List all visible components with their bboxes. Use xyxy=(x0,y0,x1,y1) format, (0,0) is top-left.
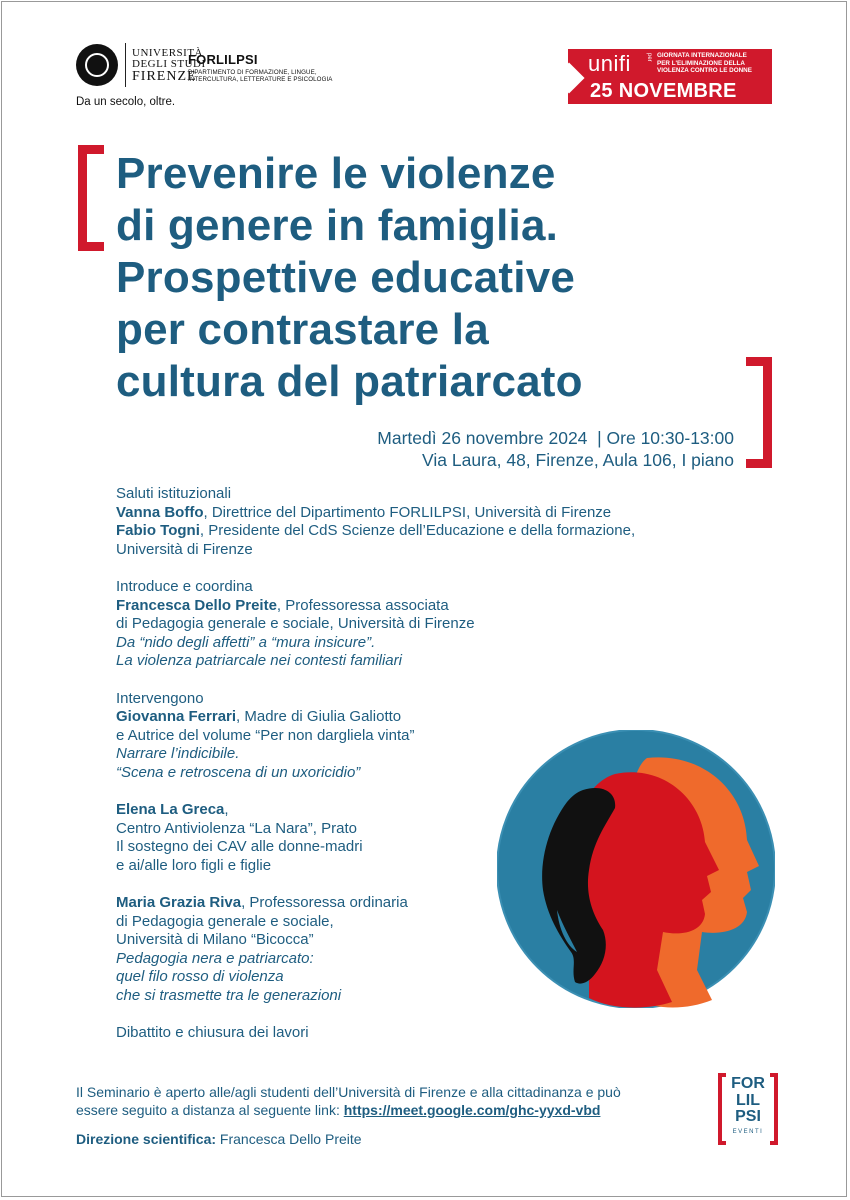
speaker-role: Centro Antiviolenza “La Nara”, Prato xyxy=(116,819,357,837)
talk-title: e ai/alle loro figli e figlie xyxy=(116,856,272,874)
program-introduce xyxy=(116,578,716,671)
unifi-25-novembre-badge xyxy=(568,49,772,104)
university-logo xyxy=(76,43,206,87)
talk-title: Da “nido degli affetti” a “mura insicure”. xyxy=(116,633,376,651)
footer-info-line1: Il Seminario è aperto alle/agli studenti dell’Università di Firenze e alla cittadinanza e può xyxy=(76,1084,621,1100)
badge-notch xyxy=(568,62,585,93)
speaker-role: Università di Milano “Bicocca” xyxy=(116,931,314,949)
direzione-name: Francesca Dello Preite xyxy=(216,1131,362,1147)
title-bracket-right xyxy=(746,357,772,468)
speaker-comma: , xyxy=(224,801,229,819)
eventi-logo-text xyxy=(727,1076,769,1126)
title-line5: cultura del patriarcato xyxy=(116,357,583,406)
badge-date: 25 NOVEMBRE xyxy=(590,80,737,102)
unifi-wordmark: unifi xyxy=(588,51,631,76)
section-heading: Introduce e coordina xyxy=(116,577,253,595)
talk-title: quel filo rosso di violenza xyxy=(116,968,284,986)
university-motto: Da un secolo, oltre. xyxy=(76,96,176,108)
badge-per: per xyxy=(646,53,652,62)
badge-line2: PER L'ELIMINAZIONE DELLA xyxy=(657,59,745,67)
title-bracket-left xyxy=(78,145,104,251)
talk-title: Narrare l’indicibile. xyxy=(116,745,240,763)
badge-line3: VIOLENZA CONTRO LE DONNE xyxy=(657,67,752,75)
talk-title: Il sostegno dei CAV alle donne-madri xyxy=(116,838,363,856)
badge-line1: GIORNATA INTERNAZIONALE xyxy=(657,52,747,59)
department-fullname xyxy=(188,69,333,83)
department-fullname-line1: DIPARTIMENTO DI FORMAZIONE, LINGUE, xyxy=(188,69,317,76)
forlilpsi-eventi-logo xyxy=(718,1073,778,1145)
badge-description xyxy=(657,52,769,75)
speaker-role: , Direttrice del Dipartimento FORLILPSI, Università di Firenze xyxy=(203,503,612,521)
speaker-role: , Presidente del CdS Scienze dell’Educazione e della formazione, xyxy=(199,522,636,540)
department-logo xyxy=(188,52,333,83)
title-line1: Prevenire le violenze xyxy=(116,149,556,198)
speaker-role: , Professoressa associata xyxy=(276,596,449,614)
direzione-scientifica xyxy=(76,1131,362,1147)
event-info xyxy=(377,427,734,471)
footer-info xyxy=(76,1083,696,1119)
speaker-role: , Professoressa ordinaria xyxy=(241,894,408,912)
section-heading: Intervengono xyxy=(116,689,204,707)
department-name: FORLILPSI xyxy=(188,52,258,67)
footer-info-line2: essere seguito a distanza al seguente link: xyxy=(76,1102,344,1118)
section-heading: Saluti istituzionali xyxy=(116,485,232,502)
eventi-label: EVENTI xyxy=(732,1129,764,1135)
eventi-logo-line3: PSI xyxy=(735,1108,761,1125)
eventi-logo-line2: LIL xyxy=(736,1091,760,1109)
title-line4: per contrastare la xyxy=(116,305,489,354)
event-datetime: Martedì 26 novembre 2024 | Ore 10:30-13:00 xyxy=(377,428,734,448)
eventi-bracket-left xyxy=(718,1073,726,1145)
program-saluti xyxy=(116,485,716,559)
logo-divider xyxy=(125,43,126,87)
speaker-role: e Autrice del volume “Per non dargliela vinta” xyxy=(116,726,415,744)
eventi-bracket-right xyxy=(770,1073,778,1145)
university-name-line1: UNIVERSITÀ xyxy=(132,46,203,59)
talk-title: “Scena e retroscena di un uxoricidio” xyxy=(116,763,361,781)
speaker-name: Maria Grazia Riva xyxy=(116,894,242,912)
talk-title: Pedagogia nera e patriarcato: xyxy=(116,949,314,967)
silhouettes-illustration xyxy=(497,730,775,1008)
speaker-role: di Pedagogia generale e sociale, xyxy=(116,912,334,930)
speaker-name: Vanna Boffo xyxy=(116,503,204,521)
event-title xyxy=(116,148,756,408)
university-seal-icon xyxy=(76,44,118,86)
university-name-line3: FIRENZE xyxy=(132,68,197,84)
talk-title: che si trasmette tra le generazioni xyxy=(116,987,342,1005)
department-fullname-line2: INTERCULTURA, LETTERATURE E PSICOLOGIA xyxy=(188,76,333,83)
speaker-name: Giovanna Ferrari xyxy=(116,708,237,726)
speaker-name: Francesca Dello Preite xyxy=(116,596,277,614)
speaker-role: di Pedagogia generale e sociale, Università di Firenze xyxy=(116,615,475,633)
speaker-role: , Madre di Giulia Galiotto xyxy=(236,708,402,726)
speaker-name: Fabio Togni xyxy=(116,522,200,540)
eventi-logo-line1: FOR xyxy=(731,1075,765,1092)
title-line3: Prospettive educative xyxy=(116,253,576,302)
speaker-role: Università di Firenze xyxy=(116,540,253,558)
university-name-line2: DEGLI STUDI xyxy=(132,58,206,71)
direzione-label: Direzione scientifica: xyxy=(76,1131,217,1147)
meet-link[interactable]: https://meet.google.com/ghc-yyxd-vbd xyxy=(343,1102,601,1118)
program-closing: Dibattito e chiusura dei lavori xyxy=(116,1024,309,1042)
speaker-name: Elena La Greca xyxy=(116,801,225,819)
event-location: Via Laura, 48, Firenze, Aula 106, I piano xyxy=(422,450,734,470)
title-line2: di genere in famiglia. xyxy=(116,201,559,250)
talk-title: La violenza patriarcale nei contesti familiari xyxy=(116,652,402,670)
